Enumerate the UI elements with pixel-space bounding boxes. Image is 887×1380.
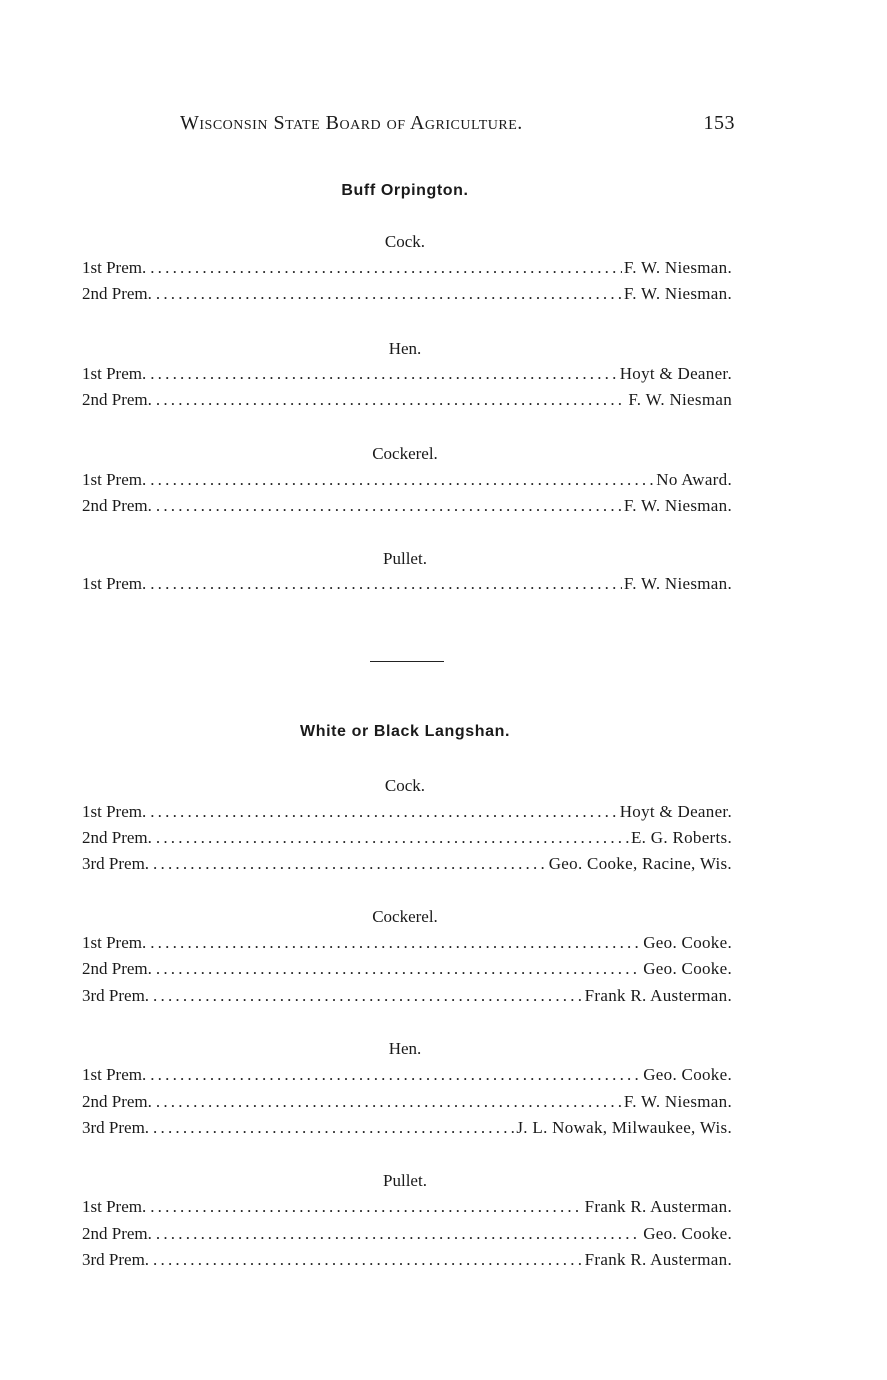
class-heading: Hen. [388,1039,422,1058]
class-heading: Cock. [384,776,426,795]
award-row [82,364,732,386]
award-winner: Geo. Cooke, Racine, Wis. [548,854,732,873]
award-winner: F. W. Niesman. [623,496,732,515]
award-row [82,959,732,981]
running-head-title: Wisconsin State Board of Agriculture. [180,112,523,134]
award-place: 1st Prem. [82,258,147,277]
award-winner: Frank R. Austerman. [584,986,732,1005]
dot-leader [153,986,583,1006]
award-place: 2nd Prem. [82,1092,152,1111]
class-heading: Cockerel. [372,444,438,463]
award-winner: E. G. Roberts. [631,828,732,847]
award-row [82,986,732,1008]
award-row [82,470,732,492]
award-row [82,1224,732,1246]
award-winner: F. W. Niesman. [623,1092,732,1111]
award-winner: F. W. Niesman [628,390,732,409]
award-place: 1st Prem. [82,574,147,593]
breed-heading: Buff Orpington. [341,182,469,199]
award-winner: Hoyt & Deaner. [619,364,732,383]
award-place: 1st Prem. [82,364,147,383]
award-place: 1st Prem. [82,1065,147,1084]
dot-leader [150,574,622,594]
award-winner: Hoyt & Deaner. [619,802,732,821]
award-row [82,574,732,596]
dot-leader [150,258,622,278]
award-row [82,258,732,280]
dot-leader [156,959,641,979]
award-row [82,802,732,824]
dot-leader [153,854,547,874]
class-heading: Cockerel. [372,907,438,926]
dot-leader [150,364,617,384]
award-winner: F. W. Niesman. [623,284,732,303]
award-place: 2nd Prem. [82,1224,152,1243]
award-place: 2nd Prem. [82,828,152,847]
award-winner: F. W. Niesman. [623,574,732,593]
dot-leader [156,284,622,304]
breed-heading: White or Black Langshan. [300,723,510,740]
class-heading: Cock. [384,232,426,251]
award-winner: Frank R. Austerman. [584,1197,732,1216]
award-place: 1st Prem. [82,470,147,489]
award-winner: Geo. Cooke. [643,1224,732,1243]
award-row [82,390,732,412]
award-row [82,1250,732,1272]
award-place: 2nd Prem. [82,284,152,303]
class-heading: Hen. [388,339,422,358]
dot-leader [150,470,654,490]
award-row [82,284,732,306]
award-row [82,828,732,850]
award-place: 3rd Prem. [82,986,150,1005]
award-place: 3rd Prem. [82,1250,150,1269]
award-winner: Geo. Cooke. [643,933,732,952]
award-row [82,1197,732,1219]
page-number: 153 [703,112,735,134]
award-row [82,496,732,518]
award-winner: Geo. Cooke. [643,1065,732,1084]
dot-leader [156,390,627,410]
dot-leader [150,1197,582,1217]
award-row [82,1065,732,1087]
class-heading: Pullet. [383,1171,427,1190]
award-row [82,933,732,955]
award-winner: Geo. Cooke. [643,959,732,978]
award-place: 1st Prem. [82,933,147,952]
award-place: 3rd Prem. [82,854,150,873]
award-winner: No Award. [656,470,732,489]
dot-leader [153,1250,583,1270]
award-place: 2nd Prem. [82,959,152,978]
running-head [180,112,735,140]
award-place: 2nd Prem. [82,390,152,409]
award-winner: Frank R. Austerman. [584,1250,732,1269]
dot-leader [150,933,641,953]
section-divider [370,661,444,662]
class-heading: Pullet. [383,549,427,568]
dot-leader [150,802,617,822]
award-place: 3rd Prem. [82,1118,150,1137]
award-winner: F. W. Niesman. [623,258,732,277]
award-place: 2nd Prem. [82,496,152,515]
award-row [82,854,732,876]
award-place: 1st Prem. [82,1197,147,1216]
dot-leader [156,496,622,516]
dot-leader [153,1118,514,1138]
award-place: 1st Prem. [82,802,147,821]
dot-leader [156,1092,622,1112]
dot-leader [156,828,629,848]
award-winner: J. L. Nowak, Milwaukee, Wis. [516,1118,732,1137]
award-row [82,1118,732,1140]
award-row [82,1092,732,1114]
dot-leader [156,1224,641,1244]
dot-leader [150,1065,641,1085]
